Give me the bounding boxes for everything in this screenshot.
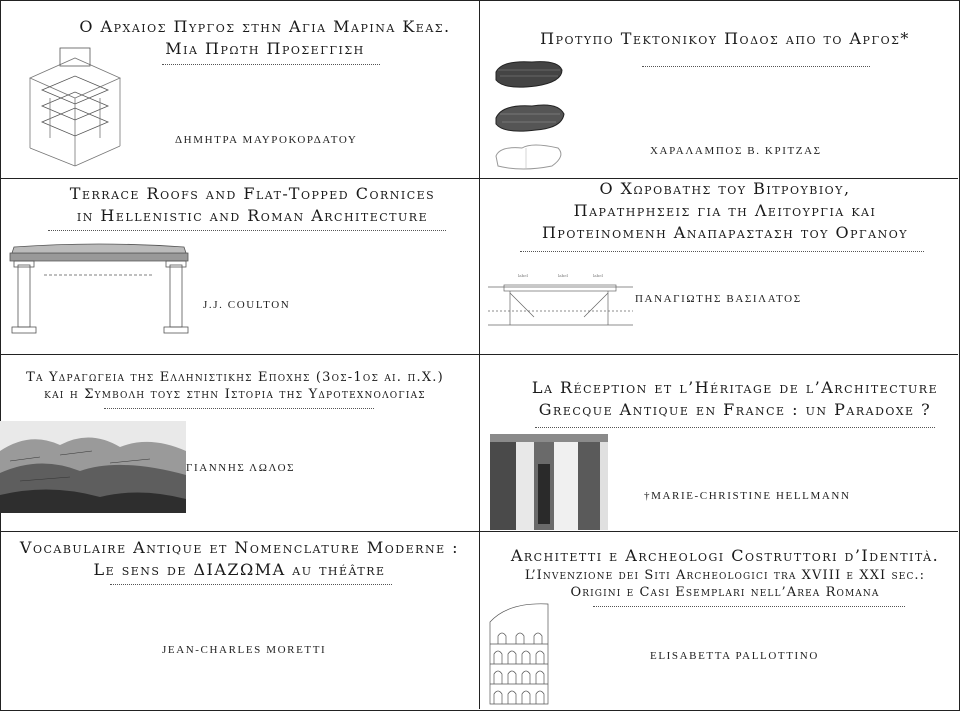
article-entry[interactable] bbox=[0, 0, 479, 178]
article-entry[interactable] bbox=[480, 179, 958, 354]
article-entry[interactable] bbox=[480, 0, 958, 178]
article-author: JEAN-CHARLES MORETTI bbox=[162, 644, 327, 656]
title-rule bbox=[162, 64, 380, 65]
article-title: Προτυπο Τεκτονικου Ποδος απο το Αργος* bbox=[540, 29, 910, 48]
title-rule bbox=[110, 584, 392, 585]
article-title: Architetti e Archeologi Costruttori d’Identità. L’Invenzione dei Siti Archeologici tra XVIII e XXI sec.: Origini e Casi Esemplari nell’Area Romana bbox=[510, 546, 940, 600]
colosseum-elevation-drawing bbox=[488, 600, 550, 706]
svg-text:label: label bbox=[593, 273, 603, 278]
article-title: Ο Χωροβατης του Βιτρουβιου, Παρατηρησεις για τη Λειτουργια και Προτεινομενη Αναπαρασταση του Οργανου bbox=[541, 179, 909, 242]
article-entry[interactable] bbox=[0, 355, 479, 531]
article-title: Τα Υδραγωγεια της Ελληνιστικης Εποχης (3ος-1ος αι. π.Χ.) και η Συμβολη τους στην Ιστορια της Υδροτεχνολογιας bbox=[26, 370, 444, 402]
title-rule bbox=[104, 408, 374, 409]
landscape-engraving bbox=[0, 421, 186, 513]
title-rule bbox=[48, 230, 446, 231]
colonnade-photo bbox=[490, 434, 608, 530]
article-author: ΔΗΜΗΤΡΑ ΜΑΥΡΟΚΟΡΔΑΤΟΥ bbox=[175, 134, 358, 146]
svg-text:label: label bbox=[558, 273, 568, 278]
chorobates-diagram bbox=[488, 267, 633, 331]
article-entry[interactable] bbox=[480, 355, 958, 531]
article-author: ELISABETTA PALLOTTINO bbox=[650, 650, 819, 662]
article-author: †MARIE-CHRISTINE HELLMANN bbox=[644, 490, 851, 502]
article-author: ΓΙΑΝΝΗΣ ΛΩΛΟΣ bbox=[186, 462, 296, 474]
article-author: J.J. COULTON bbox=[203, 299, 291, 311]
article-author: ΠΑΝΑΓΙΩΤΗΣ ΒΑΣΙΛΑΤΟΣ bbox=[635, 293, 802, 305]
article-entry[interactable] bbox=[0, 179, 479, 354]
title-rule bbox=[642, 66, 870, 67]
foot-model-photos bbox=[492, 56, 572, 176]
article-title: Vocabulaire Antique et Nomenclature Moderne : Le sens de ΔΙΑΖΩΜΑ au théâtre bbox=[19, 538, 460, 579]
cornice-section-drawing bbox=[4, 243, 194, 335]
title-rule bbox=[520, 251, 924, 252]
svg-text:label: label bbox=[518, 273, 528, 278]
article-entry[interactable] bbox=[0, 532, 479, 709]
article-title: La Réception et l’Héritage de l’Architecture Grecque Antique en France : un Paradoxe ? bbox=[531, 378, 939, 419]
article-title: Terrace Roofs and Flat-Topped Cornices in Hellenistic and Roman Architecture bbox=[69, 184, 436, 225]
title-rule bbox=[593, 606, 905, 607]
article-entry[interactable] bbox=[480, 532, 958, 709]
title-rule bbox=[535, 427, 935, 428]
article-author: ΧΑΡΑΛΑΜΠΟΣ Β. ΚΡΙΤΖΑΣ bbox=[650, 145, 822, 157]
article-title: Ο Αρχαιος Πυργος στην Αγια Μαρινα Κεας. Μια Πρωτη Προσεγγιση bbox=[79, 17, 451, 58]
